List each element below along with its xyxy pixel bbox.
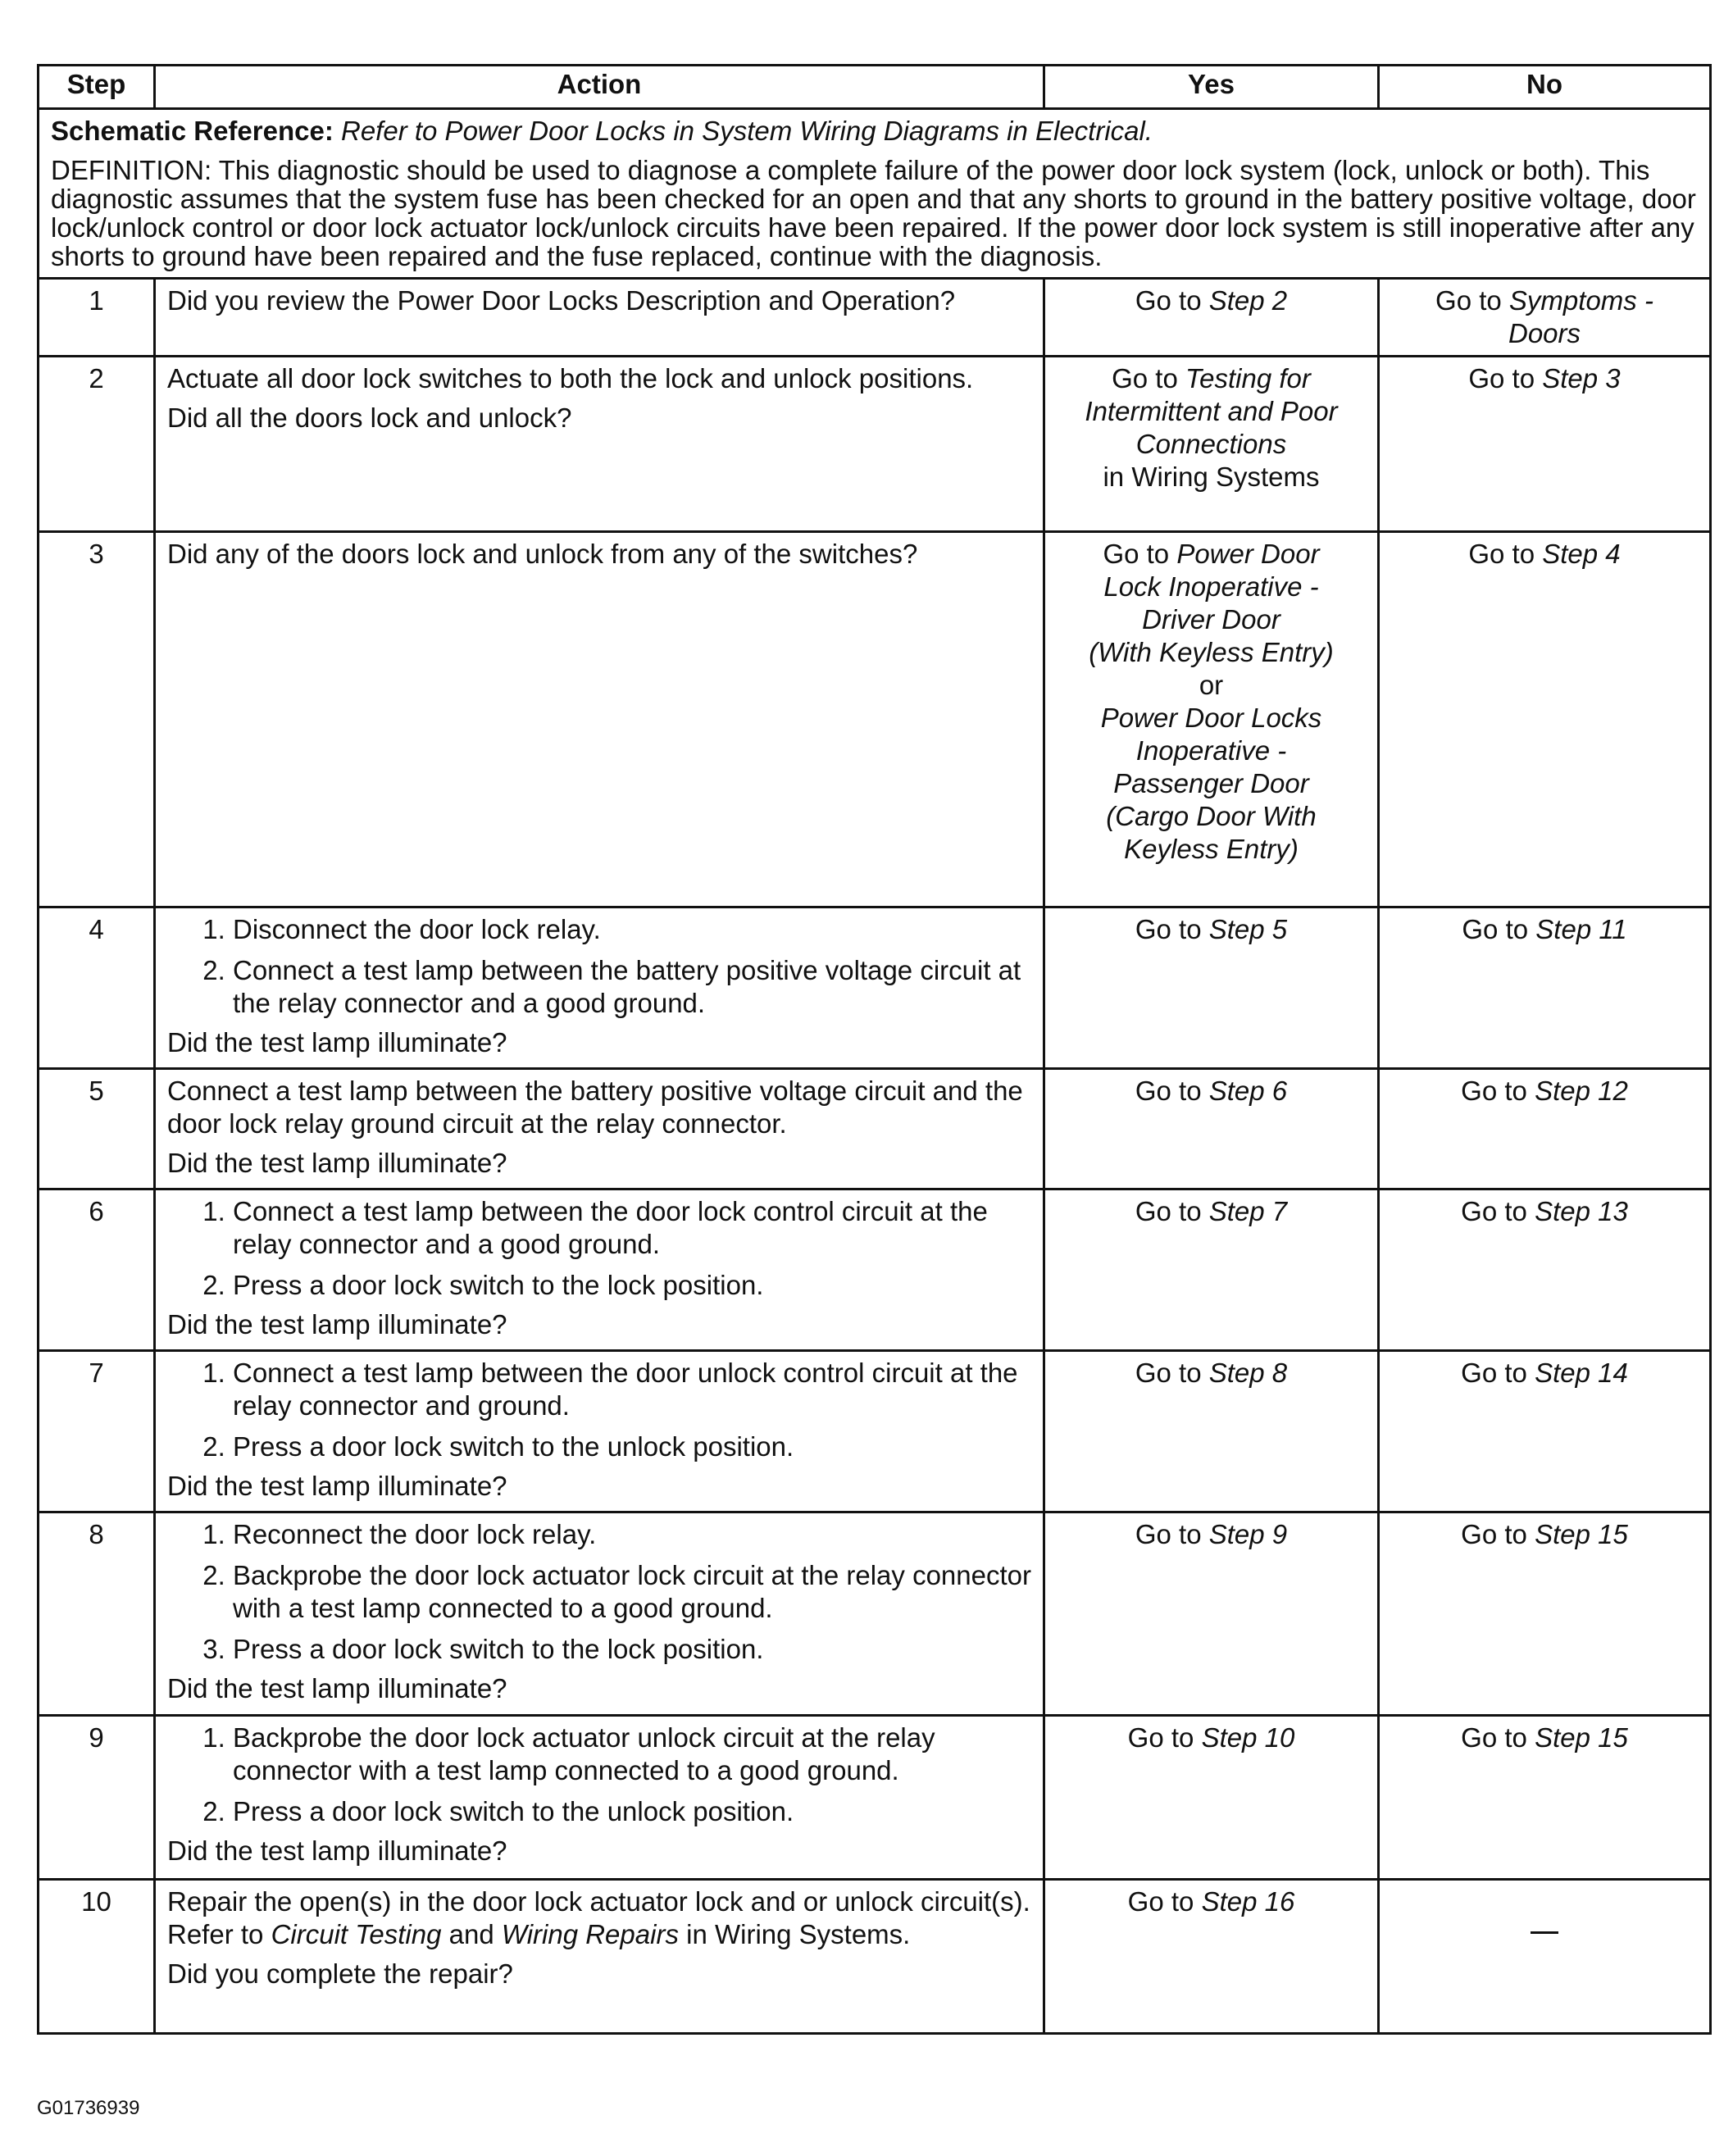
list-item: 1. Connect a test lamp between the door unlock control circuit at the relay connector and ground. <box>233 1357 1031 1422</box>
table-row <box>39 532 1711 907</box>
step-number: 9 <box>39 1716 155 1880</box>
list-item: 1. Reconnect the door lock relay. <box>233 1518 1031 1551</box>
list-item: 1. Disconnect the door lock relay. <box>233 913 1031 946</box>
header-step: Step <box>39 66 155 109</box>
list-item: 1. Backprobe the door lock actuator unlock circuit at the relay connector with a test lamp connected to a good ground. <box>233 1722 1031 1787</box>
table-row <box>39 1069 1711 1189</box>
table-row <box>39 1512 1711 1716</box>
table-row <box>39 279 1711 357</box>
action-list <box>167 1518 1031 1666</box>
yes-cell: Go to Step 6 <box>1044 1069 1379 1189</box>
yes-cell: Go to Step 16 <box>1044 1880 1379 2034</box>
table-row <box>39 1351 1711 1512</box>
schematic-reference: Schematic Reference: Refer to Power Door Locks in System Wiring Diagrams in Electrical. <box>51 116 1153 146</box>
action-cell: Repair the open(s) in the door lock actuator lock and or unlock circuit(s). Refer to Circuit Testing and Wiring Repairs in Wiring Systems. Did you complete the repair? <box>155 1880 1044 2034</box>
yes-cell: Go to Power Door Lock Inoperative - Driver Door (With Keyless Entry) or Power Door Locks Inoperative - Passenger Door (Cargo Door With Keyless Entry) <box>1044 532 1379 907</box>
action-cell: 1. Connect a test lamp between the door lock control circuit at the relay connector and a good ground. 2. Press a door lock switch to the lock position. Did the test lamp illuminate? <box>155 1189 1044 1351</box>
step-number: 10 <box>39 1880 155 2034</box>
header-action: Action <box>155 66 1044 109</box>
step-number: 1 <box>39 279 155 357</box>
yes-cell: Go to Step 8 <box>1044 1351 1379 1512</box>
yes-cell: Go to Step 10 <box>1044 1716 1379 1880</box>
yes-cell: Go to Step 7 <box>1044 1189 1379 1351</box>
no-cell: Go to Step 3 <box>1379 357 1711 532</box>
table-row <box>39 1716 1711 1880</box>
action-list <box>167 1722 1031 1828</box>
no-cell: Go to Step 11 <box>1379 907 1711 1069</box>
action-cell: Did any of the doors lock and unlock from any of the switches? <box>155 532 1044 907</box>
step-number: 4 <box>39 907 155 1069</box>
step-number: 2 <box>39 357 155 532</box>
header-row <box>39 66 1711 109</box>
action-list <box>167 913 1031 1020</box>
no-cell: Go to Step 15 <box>1379 1512 1711 1716</box>
no-cell <box>1379 1880 1711 2034</box>
list-item: 2. Press a door lock switch to the unlock position. <box>233 1795 1031 1828</box>
no-cell: Go to Step 14 <box>1379 1351 1711 1512</box>
step-number: 6 <box>39 1189 155 1351</box>
figure-id: G01736939 <box>37 2097 140 2119</box>
no-cell: Go to Step 4 <box>1379 532 1711 907</box>
action-cell: 1. Backprobe the door lock actuator unlock circuit at the relay connector with a test lamp connected to a good ground. 2. Press a door lock switch to the unlock position. Did the test lamp illuminate? <box>155 1716 1044 1880</box>
header-no: No <box>1379 66 1711 109</box>
action-cell: 1. Connect a test lamp between the door unlock control circuit at the relay connector and ground. 2. Press a door lock switch to the unlock position. Did the test lamp illuminate? <box>155 1351 1044 1512</box>
action-list <box>167 1357 1031 1463</box>
list-item: 2. Press a door lock switch to the lock position. <box>233 1269 1031 1302</box>
yes-cell: Go to Step 2 <box>1044 279 1379 357</box>
yes-cell: Go to Testing for Intermittent and Poor Connections in Wiring Systems <box>1044 357 1379 532</box>
step-number: 3 <box>39 532 155 907</box>
step-number: 8 <box>39 1512 155 1716</box>
step-number: 7 <box>39 1351 155 1512</box>
table-row <box>39 1189 1711 1351</box>
intro-row <box>39 109 1711 279</box>
no-cell: Go to Symptoms - Doors <box>1379 279 1711 357</box>
action-cell: 1. Disconnect the door lock relay. 2. Connect a test lamp between the battery positive voltage circuit at the relay connector and a good ground. Did the test lamp illuminate? <box>155 907 1044 1069</box>
table-row <box>39 907 1711 1069</box>
list-item: 1. Connect a test lamp between the door lock control circuit at the relay connector and a good ground. <box>233 1195 1031 1261</box>
action-cell: Did you review the Power Door Locks Description and Operation? <box>155 279 1044 357</box>
action-list <box>167 1195 1031 1302</box>
header-yes: Yes <box>1044 66 1379 109</box>
definition-text: DEFINITION: This diagnostic should be used to diagnose a complete failure of the power door lock system (lock, unlock or both). This diagnostic assumes that the system fuse has been checked for an open and that any shorts to ground in the battery positive voltage, door lock/unlock control or door lock actuator lock/unlock circuits have been repaired. If the power door lock system is still inoperative after any shorts to ground have been repaired and the fuse replaced, continue with the diagnosis. <box>51 155 1696 271</box>
dash-mark <box>1531 1931 1558 1934</box>
list-item: 2. Connect a test lamp between the battery positive voltage circuit at the relay connector and a good ground. <box>233 954 1031 1020</box>
table-row <box>39 357 1711 532</box>
list-item: 2. Press a door lock switch to the unlock position. <box>233 1431 1031 1463</box>
yes-cell: Go to Step 9 <box>1044 1512 1379 1716</box>
step-number: 5 <box>39 1069 155 1189</box>
yes-cell: Go to Step 5 <box>1044 907 1379 1069</box>
table-row <box>39 1880 1711 2034</box>
action-cell: Actuate all door lock switches to both the lock and unlock positions. Did all the doors lock and unlock? <box>155 357 1044 532</box>
action-cell: 1. Reconnect the door lock relay. 2. Backprobe the door lock actuator lock circuit at the relay connector with a test lamp connected to a good ground. 3. Press a door lock switch to the lock position. Did the test lamp illuminate? <box>155 1512 1044 1716</box>
no-cell: Go to Step 13 <box>1379 1189 1711 1351</box>
no-cell: Go to Step 15 <box>1379 1716 1711 1880</box>
list-item: 3. Press a door lock switch to the lock position. <box>233 1633 1031 1666</box>
no-cell: Go to Step 12 <box>1379 1069 1711 1189</box>
intro-cell <box>39 109 1711 279</box>
diagnostic-table <box>37 64 1712 2035</box>
list-item: 2. Backprobe the door lock actuator lock circuit at the relay connector with a test lamp connected to a good ground. <box>233 1559 1031 1625</box>
action-cell: Connect a test lamp between the battery positive voltage circuit and the door lock relay ground circuit at the relay connector. Did the test lamp illuminate? <box>155 1069 1044 1189</box>
